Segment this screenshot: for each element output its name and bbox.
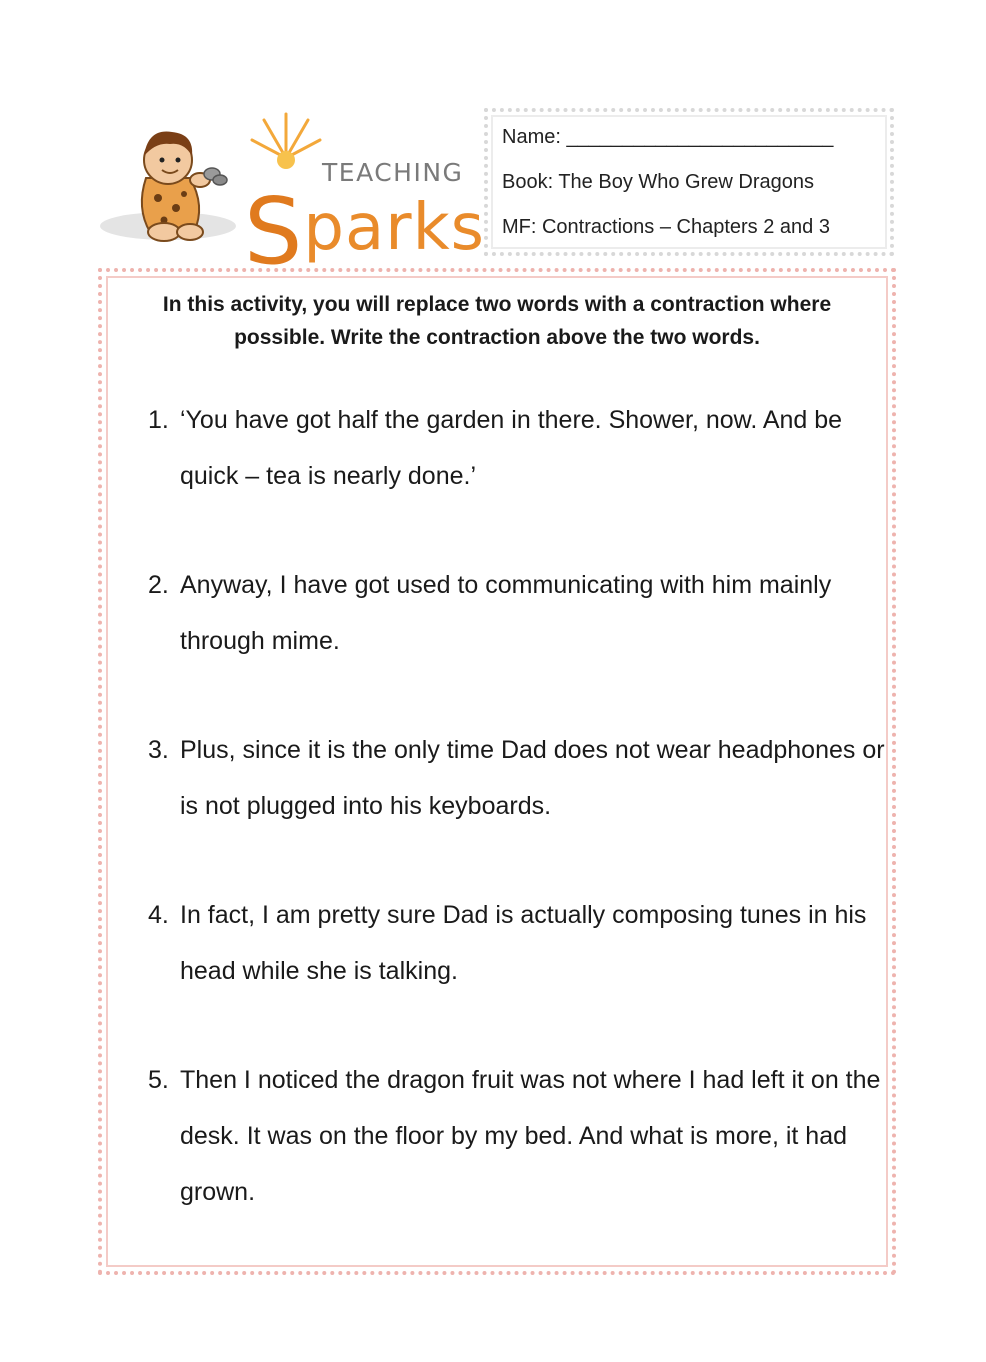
question-number: 1. <box>148 406 169 434</box>
student-info-box <box>484 108 894 256</box>
logo-letter-s: S <box>244 178 304 285</box>
question-text: ‘You have got half the garden in there. Shower, now. And be quick – tea is nearly done.’ <box>180 406 843 490</box>
logo-word-sparks <box>244 164 485 285</box>
question-number: 3. <box>148 736 169 764</box>
caveman-mascot-icon <box>98 108 248 254</box>
question-number: 2. <box>148 571 169 599</box>
question-text: Then I noticed the dragon fruit was not where I had left it on the desk. It was on the floor by my bed. And what is more, it had grown. <box>180 1066 881 1206</box>
question-item <box>148 722 888 834</box>
question-text: Plus, since it is the only time Dad does not wear headphones or is not plugged into his keyboards. <box>180 736 885 820</box>
question-number: 4. <box>148 901 169 929</box>
question-number: 5. <box>148 1066 169 1094</box>
book-title: Book: The Boy Who Grew Dragons <box>502 171 814 193</box>
question-text: Anyway, I have got used to communicating with him mainly through mime. <box>180 571 832 655</box>
question-text: In fact, I am pretty sure Dad is actually composing tunes in his head while she is talking. <box>180 901 867 985</box>
question-item <box>148 557 888 669</box>
logo-word-parks: parks <box>303 191 485 265</box>
name-field[interactable]: Name: ________________________ <box>502 126 834 148</box>
question-item <box>148 1052 888 1220</box>
question-list <box>148 392 888 1273</box>
focus-topic: MF: Contractions – Chapters 2 and 3 <box>502 216 830 238</box>
activity-instructions: In this activity, you will replace two words with a contraction where possible. Write the contraction above the two words. <box>162 293 832 349</box>
activity-box <box>98 268 896 1275</box>
question-item <box>148 887 888 999</box>
teaching-sparks-logo <box>98 108 485 285</box>
logo-word-teaching: TEACHING <box>322 158 464 187</box>
question-item <box>148 392 888 504</box>
